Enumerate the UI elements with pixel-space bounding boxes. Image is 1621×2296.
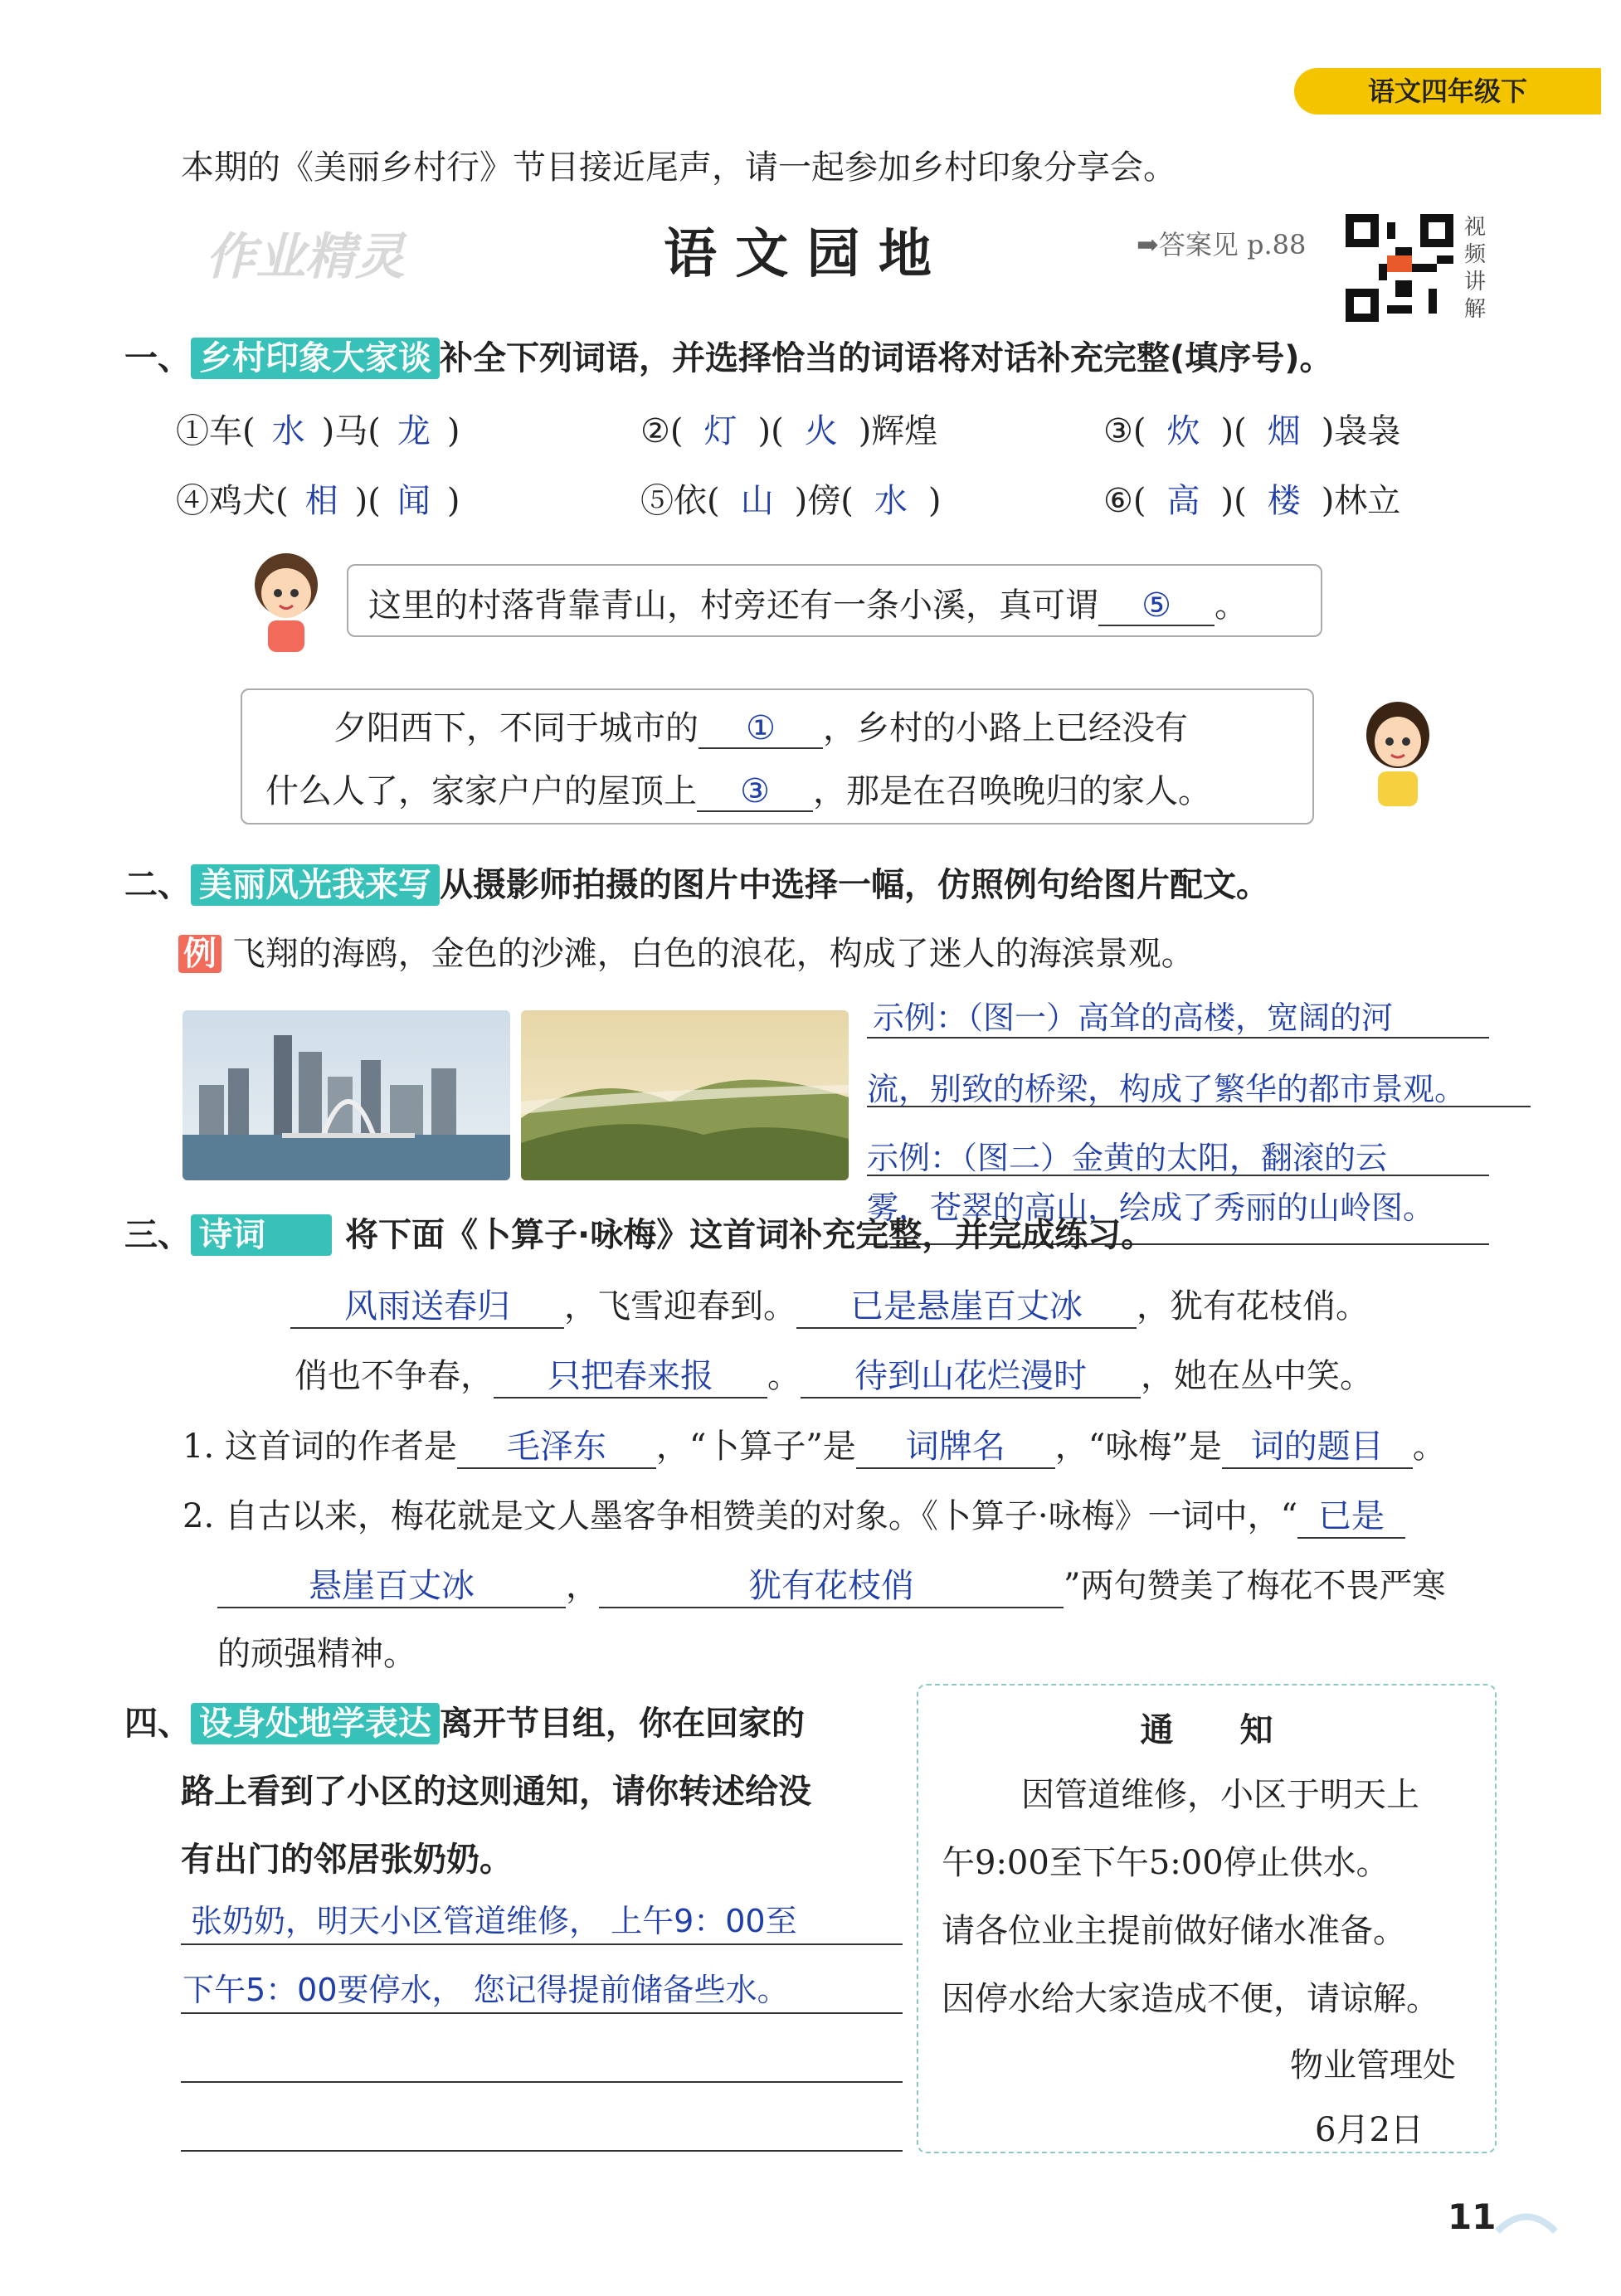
q4-tag: 设身处地学表达 (191, 1703, 440, 1744)
bubble2-answer-1: ① (699, 709, 823, 749)
poem-blank-2: 已是悬崖百丈冰 (796, 1280, 1137, 1329)
poem-blank-1: 风雨送春归 (290, 1280, 564, 1329)
q3-sub-2-line-2: 悬崖百丈冰 ， 犹有花枝俏 ”两句赞美了梅花不畏严寒 (217, 1559, 1445, 1608)
q2-heading: 二、 美丽风光我来写 从摄影师拍摄的图片中选择一幅，仿照例句给图片配文。 (124, 866, 1269, 904)
q1-item-5: ⑤依( 山 )傍( 水 ) (640, 482, 942, 520)
praise-blank-1b: 悬崖百丈冰 (217, 1559, 566, 1608)
praise-blank-2: 犹有花枝俏 (599, 1559, 1064, 1608)
notice-line-2: 午9:00至下午5:00停止供水。 (942, 1844, 1390, 1882)
q4-instr-3: 有出门的邻居张奶奶。 (181, 1841, 513, 1879)
intro-text: 本期的《美丽乡村行》节目接近尾声，请一起参加乡村印象分享会。 (181, 148, 1176, 187)
q1-item-3: ③( 炊 )( 烟 )袅袅 (1103, 412, 1401, 450)
q2-answer-line-4: 雾，苍翠的高山，绘成了秀丽的山岭图。 (867, 1189, 1435, 1226)
q1-item-2: ②( 灯 )( 火 )辉煌 (640, 412, 938, 450)
qr-code-icon[interactable] (1346, 214, 1453, 322)
girl-avatar-icon (1356, 695, 1439, 811)
answer-reference: ➡答案见 p.88 (1137, 229, 1307, 260)
poem-blank-4: 待到山花烂漫时 (801, 1350, 1141, 1399)
q4-instr-2: 路上看到了小区的这则通知，请你转述给没 (181, 1773, 811, 1811)
poem-line-2: 俏也不争春， 只把春来报 。 待到山花烂漫时 ，她在丛中笑。 (295, 1350, 1373, 1399)
q2-answer-line-2: 流，别致的桥梁，构成了繁华的都市景观。 (867, 1071, 1467, 1107)
notice-date: 6月2日 (1315, 2111, 1424, 2149)
notice-sign: 物业管理处 (1290, 2046, 1456, 2084)
grade-tag: 语文四年级下 (1294, 68, 1601, 114)
q1-tag: 乡村印象大家谈 (191, 338, 440, 379)
q3-sub-1: 1. 这首词的作者是 毛泽东 ，“卜算子”是 词牌名 ，“咏梅”是 词的题目 。 (183, 1420, 1446, 1469)
notice-line-3: 请各位业主提前做好储水准备。 (942, 1912, 1406, 1950)
speech-bubble-1: 这里的村落背靠青山，村旁还有一条小溪，真可谓 ⑤ 。 (347, 564, 1322, 637)
notice-box (917, 1684, 1497, 2153)
q3-heading: 三、 诗词 将下面《卜算子·咏梅》这首词补充完整，并完成练习。 (124, 1216, 1155, 1254)
q1-item-1: ①车( 水 )马( 龙 ) (176, 412, 460, 450)
q1-item-6: ⑥( 高 )( 楼 )林立 (1103, 482, 1401, 520)
q4-answer-line-1: 张奶奶，明天小区管道维修， 上午9：00至 (191, 1903, 797, 1939)
title-blank: 词的题目 (1222, 1420, 1413, 1469)
q2-answer-line-1: 示例：（图一）高耸的高楼，宽阔的河 (873, 1000, 1394, 1036)
q1-heading: 一、 乡村印象大家谈 补全下列词语，并选择恰当的词语将对话补充完整(填序号)。 (124, 339, 1333, 377)
q1-item-4: ④鸡犬( 相 )( 闻 ) (176, 482, 460, 520)
page-number: 11 (1448, 2196, 1497, 2237)
q2-tag: 美丽风光我来写 (191, 864, 440, 906)
notice-title: 通 知 (1140, 1711, 1273, 1749)
notice-line-4: 因停水给大家造成不便，请谅解。 (942, 1980, 1439, 2018)
q2-example: 例 飞翔的海鸥，金色的沙滩，白色的浪花，构成了迷人的海滨景观。 (178, 927, 1195, 975)
section-title: 语 文 园 地 (664, 224, 932, 285)
poem-line-1: 风雨送春归 ，飞雪迎春到。 已是悬崖百丈冰 ，犹有花枝俏。 (290, 1280, 1369, 1329)
praise-blank-1a: 已是 (1297, 1490, 1405, 1539)
q3-sub-2-line-1: 2. 自古以来，梅花就是文人墨客争相赞美的对象。《卜算子·咏梅》一词中，“ 已是 (183, 1490, 1405, 1539)
cipai-blank: 词牌名 (856, 1420, 1055, 1469)
boy-avatar-icon (245, 547, 328, 655)
example-mark: 例 (178, 935, 221, 973)
q4-answer-line-2: 下午5：00要停水， 您记得提前储备些水。 (183, 1972, 789, 2008)
notice-line-1: 因管道维修，小区于明天上 (1021, 1776, 1419, 1814)
photo-city (183, 1010, 510, 1180)
bubble1-answer: ⑤ (1098, 586, 1215, 626)
page-corner-decoration-icon (1493, 2202, 1560, 2239)
q4-heading: 四、 设身处地学表达 离开节目组，你在回家的 (124, 1705, 805, 1743)
speech-bubble-2: 夕阳西下，不同于城市的 ① ，乡村的小路上已经没有 什么人了，家家户户的屋顶上 ③ ，那是在召唤晚归的家人。 (241, 688, 1314, 825)
watermark: 作业精灵 (206, 228, 405, 286)
q3-sub-2-line-3: 的顽强精神。 (217, 1635, 416, 1673)
photo-mountain (521, 1010, 849, 1180)
bubble2-answer-2: ③ (697, 772, 813, 812)
q2-answer-line-3: 示例：（图二）金黄的太阳，翻滚的云 (867, 1140, 1388, 1176)
q3-tag: 诗词 (191, 1214, 332, 1256)
poem-blank-3: 只把春来报 (494, 1350, 767, 1399)
author-blank: 毛泽东 (457, 1420, 656, 1469)
qr-side-label: 视 频 讲 解 (1464, 215, 1487, 322)
